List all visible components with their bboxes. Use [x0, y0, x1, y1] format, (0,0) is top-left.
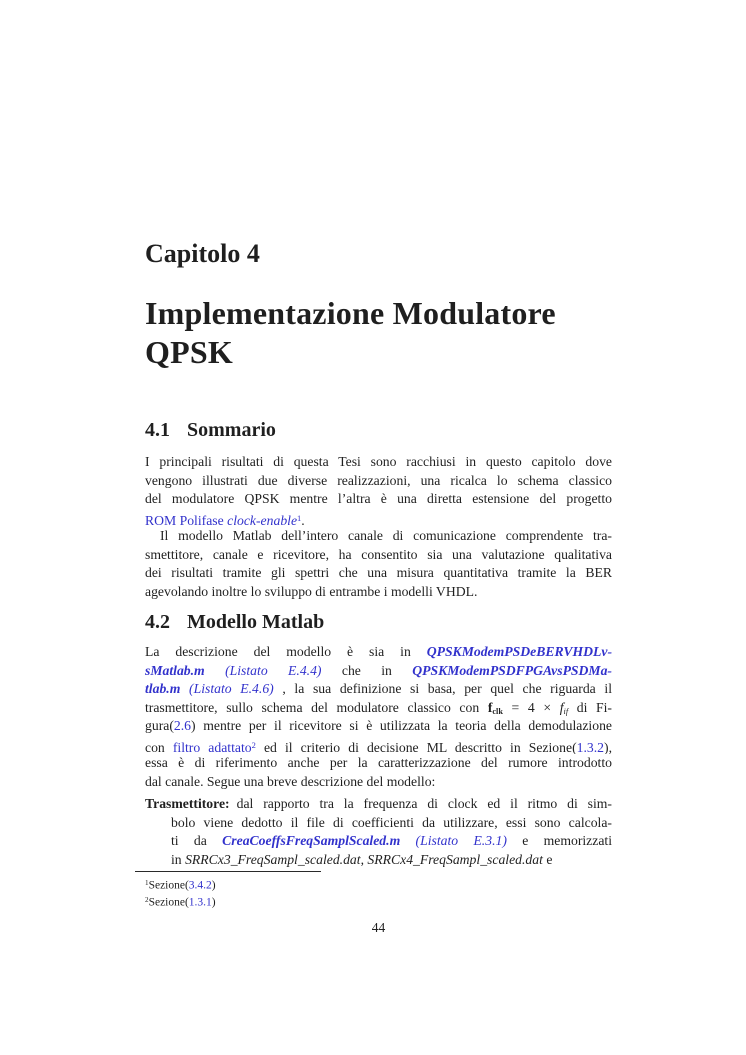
- text-run: di Fi-: [568, 699, 612, 715]
- text-run: smettitore, canale e ricevitore, ha consentito sia una valutazione qualitativa: [145, 546, 612, 562]
- text-line: [145, 832, 612, 851]
- footnote-2: [145, 892, 612, 909]
- section-number: 4.2: [145, 611, 170, 633]
- text-run: ed il criterio di decisione ML descritto in Sezione(: [255, 739, 577, 754]
- chapter-label: Capitolo 4: [145, 239, 260, 268]
- text-run: dei risultati tramite gli spettri che una misura quantitativa tramite la BER: [145, 565, 612, 580]
- text-run: 2: [145, 895, 149, 904]
- text-run: La descrizione del modello è sia in: [145, 644, 427, 659]
- text-run: Trasmettitore:: [145, 796, 230, 811]
- link[interactable]: clock-enable: [227, 512, 298, 527]
- text-run: ): [211, 896, 216, 908]
- text-run: dal canale. Segue una breve descrizione del modello:: [145, 773, 436, 789]
- section-title: Modello Matlab: [187, 611, 325, 633]
- text-run: ti da: [171, 833, 223, 848]
- link[interactable]: tlab.m: [145, 681, 181, 696]
- text-line: [145, 490, 612, 509]
- link[interactable]: CreaCoeffsFreqSamplScaled.m: [222, 833, 401, 848]
- text-line: [145, 662, 612, 681]
- footnote-rule: [135, 871, 321, 872]
- paragraph-sommario-1: [145, 453, 612, 527]
- text-run: che in: [321, 662, 413, 678]
- text-line: [145, 754, 612, 773]
- text-run: f: [559, 699, 564, 715]
- text-line: [145, 892, 612, 909]
- description-item-trasmettitore: [145, 795, 612, 869]
- text-run: ,: [360, 851, 368, 867]
- text-run: clk: [492, 706, 503, 716]
- link[interactable]: 3.4.2: [188, 879, 212, 892]
- chapter-title-line: QPSK: [145, 334, 233, 370]
- link[interactable]: 2: [251, 739, 256, 750]
- text-run: Il modello Matlab dell’intero canale di comunicazione comprendente tra-: [160, 528, 612, 543]
- section-title: Sommario: [187, 419, 276, 441]
- text-line: [145, 736, 612, 755]
- text-run: bolo viene dedotto il file di coefficienti da utilizzare, essi sono calcola-: [171, 814, 612, 830]
- text-run: .: [301, 512, 305, 527]
- text-run: 1: [145, 879, 149, 887]
- text-line: [145, 583, 612, 602]
- text-run: Sezione(: [148, 879, 189, 892]
- text-run: ),: [604, 739, 612, 754]
- text-line: [145, 851, 612, 870]
- footnotes: [145, 875, 612, 908]
- text-line: [145, 795, 612, 814]
- text-run: if: [563, 706, 569, 716]
- link[interactable]: 1.3.1: [188, 896, 212, 908]
- text-run: in: [171, 851, 186, 867]
- text-run: con: [145, 739, 173, 754]
- link[interactable]: 2.6: [173, 718, 191, 733]
- section-heading-sommario: [145, 419, 612, 442]
- text-run: del modulatore QPSK mentre l’altra è una diretta estensione del progetto: [145, 491, 612, 506]
- text-run: SRRCx3_FreqSampl_scaled.dat: [185, 851, 361, 867]
- text-run: vengono illustrati due diverse realizzazioni, una ricalca lo schema classico: [145, 472, 612, 488]
- text-line: [145, 814, 612, 833]
- text-line: [145, 680, 612, 699]
- text-run: = 4 ×: [502, 699, 560, 715]
- section-number: 4.1: [145, 419, 170, 441]
- text-run: Sezione(: [148, 896, 189, 908]
- chapter-title: [145, 294, 612, 372]
- link[interactable]: filtro adattato: [172, 739, 252, 754]
- text-run: SRRCx4_FreqSampl_scaled.dat: [367, 851, 543, 867]
- page-number: 44: [371, 920, 386, 935]
- text-run: e memorizzati: [506, 833, 612, 848]
- link[interactable]: 1.3.2: [576, 739, 605, 754]
- paragraph-modello-matlab: [145, 643, 612, 791]
- text-run: [205, 663, 225, 678]
- text-line: [145, 527, 612, 546]
- text-line: [145, 564, 612, 583]
- link[interactable]: (Listato E.3.1): [415, 833, 507, 848]
- text-run: , la sua definizione si basa, per quel che riguarda il: [273, 681, 612, 696]
- text-run: ) mentre per il ricevitore si è utilizzata la teoria della demodulazione: [191, 718, 612, 733]
- text-run: gura(: [145, 718, 174, 733]
- text-run: essa è di riferimento anche per la caratterizzazione del rumore introdotto: [145, 755, 612, 770]
- text-line: [145, 875, 612, 892]
- link[interactable]: QPSKModemPSDFPGAvsPSDMa-: [412, 662, 612, 678]
- link[interactable]: QPSKModemPSDeBERVHDLv-: [426, 644, 612, 659]
- text-run: trasmettitore, sullo schema del modulatore classico con: [145, 699, 488, 715]
- text-line: [145, 546, 612, 565]
- text-run: f: [487, 699, 493, 715]
- text-run: dal rapporto tra la frequenza di clock ed il ritmo di sim-: [236, 796, 612, 811]
- link[interactable]: (Listato E.4.4): [225, 662, 322, 678]
- text-run: [400, 833, 415, 848]
- text-run: e: [542, 851, 553, 867]
- link[interactable]: 1: [297, 512, 302, 523]
- text-run: I principali risultati di questa Tesi sono racchiusi in questo capitolo dove: [145, 454, 612, 469]
- paragraph-sommario-2: [145, 527, 612, 601]
- text-line: [145, 509, 612, 528]
- text-run: [180, 681, 189, 696]
- text-line: [145, 472, 612, 491]
- footnote-1: [145, 875, 612, 892]
- link[interactable]: (Listato E.4.6): [189, 681, 274, 696]
- text-line: [145, 643, 612, 662]
- text-line: [145, 453, 612, 472]
- text-line: [145, 773, 612, 792]
- text-run: agevolando inoltre lo sviluppo di entrambe i modelli VHDL.: [145, 583, 478, 599]
- text-line: [145, 717, 612, 736]
- text-run: ): [211, 879, 216, 892]
- link[interactable]: sMatlab.m: [145, 662, 205, 678]
- chapter-title-line: Implementazione Modulatore: [145, 295, 556, 331]
- link[interactable]: ROM Polifase: [145, 512, 228, 527]
- text-line: [145, 699, 612, 718]
- section-heading-modello-matlab: [145, 611, 612, 634]
